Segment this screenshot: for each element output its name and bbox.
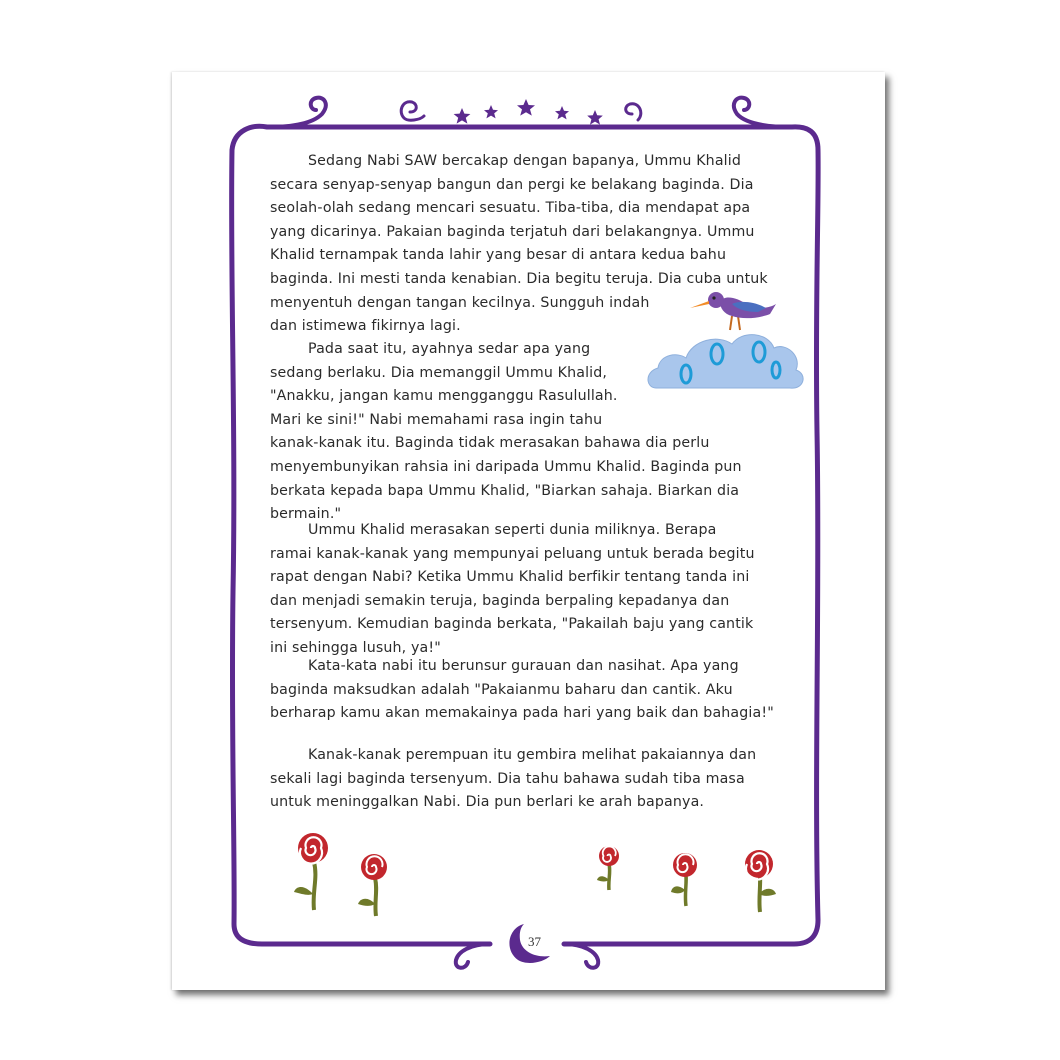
text-line: menyentuh dengan tangan kecilnya. Sungguh indah [270,294,650,311]
text-line: Mari ke sini!" Nabi memahami rasa ingin tahu [270,411,603,428]
text-line: bermain." [270,506,342,523]
text-line: untuk meninggalkan Nabi. Dia pun berlari ke arah bapanya. [270,794,705,811]
text-line: Pada saat itu, ayahnya sedar apa yang [308,341,591,357]
star-icon [555,106,569,119]
text-line: yang dicarinya. Pakaian baginda terjatuh dari belakangnya. Ummu [270,223,755,240]
swirl-icon [734,98,792,127]
text-line: rapat dengan Nabi? Ketika Ummu Khalid berfikir tentang tanda ini [270,569,750,586]
page-number: 37 [528,934,541,949]
text-line: seolah-olah sedang mencari sesuatu. Tiba-tiba, dia mendapat apa [270,200,751,217]
text-line: kanak-kanak itu. Baginda tidak merasakan bahawa dia perlu [270,435,710,452]
text-line: berharap kamu akan memakainya pada hari yang baik dan bahagia!" [270,705,774,722]
text-line: ini sehingga lusuh, ya!" [270,639,441,656]
text-line: sekali lagi baginda tersenyum. Dia tahu bahawa sudah tiba masa [270,770,745,787]
star-icon [454,108,471,124]
text-line: "Anakku, jangan kamu mengganggu Rasulullah. [270,388,618,405]
paragraph-2 [270,338,788,527]
text-line: sedang berlaku. Dia memanggil Ummu Khalid, [270,364,608,381]
text-line: dan istimewa fikirnya lagi. [270,318,461,335]
text-line: baginda. Ini mesti tanda kenabian. Dia begitu teruja. Dia cuba untuk [270,270,768,287]
paragraph-4 [270,655,788,726]
swirl-icon [626,104,641,120]
rose-icon [745,850,776,912]
swirl-icon [564,944,598,968]
text-line: ramai kanak-kanak yang mempunyai peluang untuk berada begitu [270,545,755,562]
text-line: dan menjadi semakin teruja, baginda berpaling kepadanya dan [270,592,730,609]
text-line: baginda maksudkan adalah "Pakaianmu baharu dan cantik. Aku [270,681,733,698]
text-line: Kata-kata nabi itu berunsur gurauan dan nasihat. Apa yang [308,658,739,674]
rose-icon [671,853,697,906]
text-line: Kanak-kanak perempuan itu gembira melihat pakaiannya dan [308,747,757,763]
star-icon [484,105,498,118]
rose-icon [294,833,328,910]
paragraph-5 [270,744,788,815]
text-line: berkata kepada bapa Ummu Khalid, "Biarkan sahaja. Biarkan dia [270,482,740,499]
text-line: menyembunyikan rahsia ini daripada Ummu Khalid. Baginda pun [270,458,742,475]
star-icon [587,110,603,125]
swirl-icon [267,98,326,127]
rose-icon [597,846,619,890]
swirl-icon [401,102,424,120]
rose-icon [358,854,387,916]
book-page [172,72,885,990]
paragraph-3 [270,519,788,661]
star-icon [517,99,535,116]
paragraph-1 [270,150,788,339]
text-line: Ummu Khalid merasakan seperti dunia miliknya. Berapa [308,522,717,538]
text-line: secara senyap-senyap bangun dan pergi ke belakang baginda. Dia [270,176,754,193]
text-line: Sedang Nabi SAW bercakap dengan bapanya, Ummu Khalid [308,153,742,169]
text-line: Khalid ternampak tanda lahir yang besar di antara kedua bahu [270,247,727,264]
text-line: tersenyum. Kemudian baginda berkata, "Pakailah baju yang cantik [270,616,754,633]
swirl-icon [456,944,490,968]
